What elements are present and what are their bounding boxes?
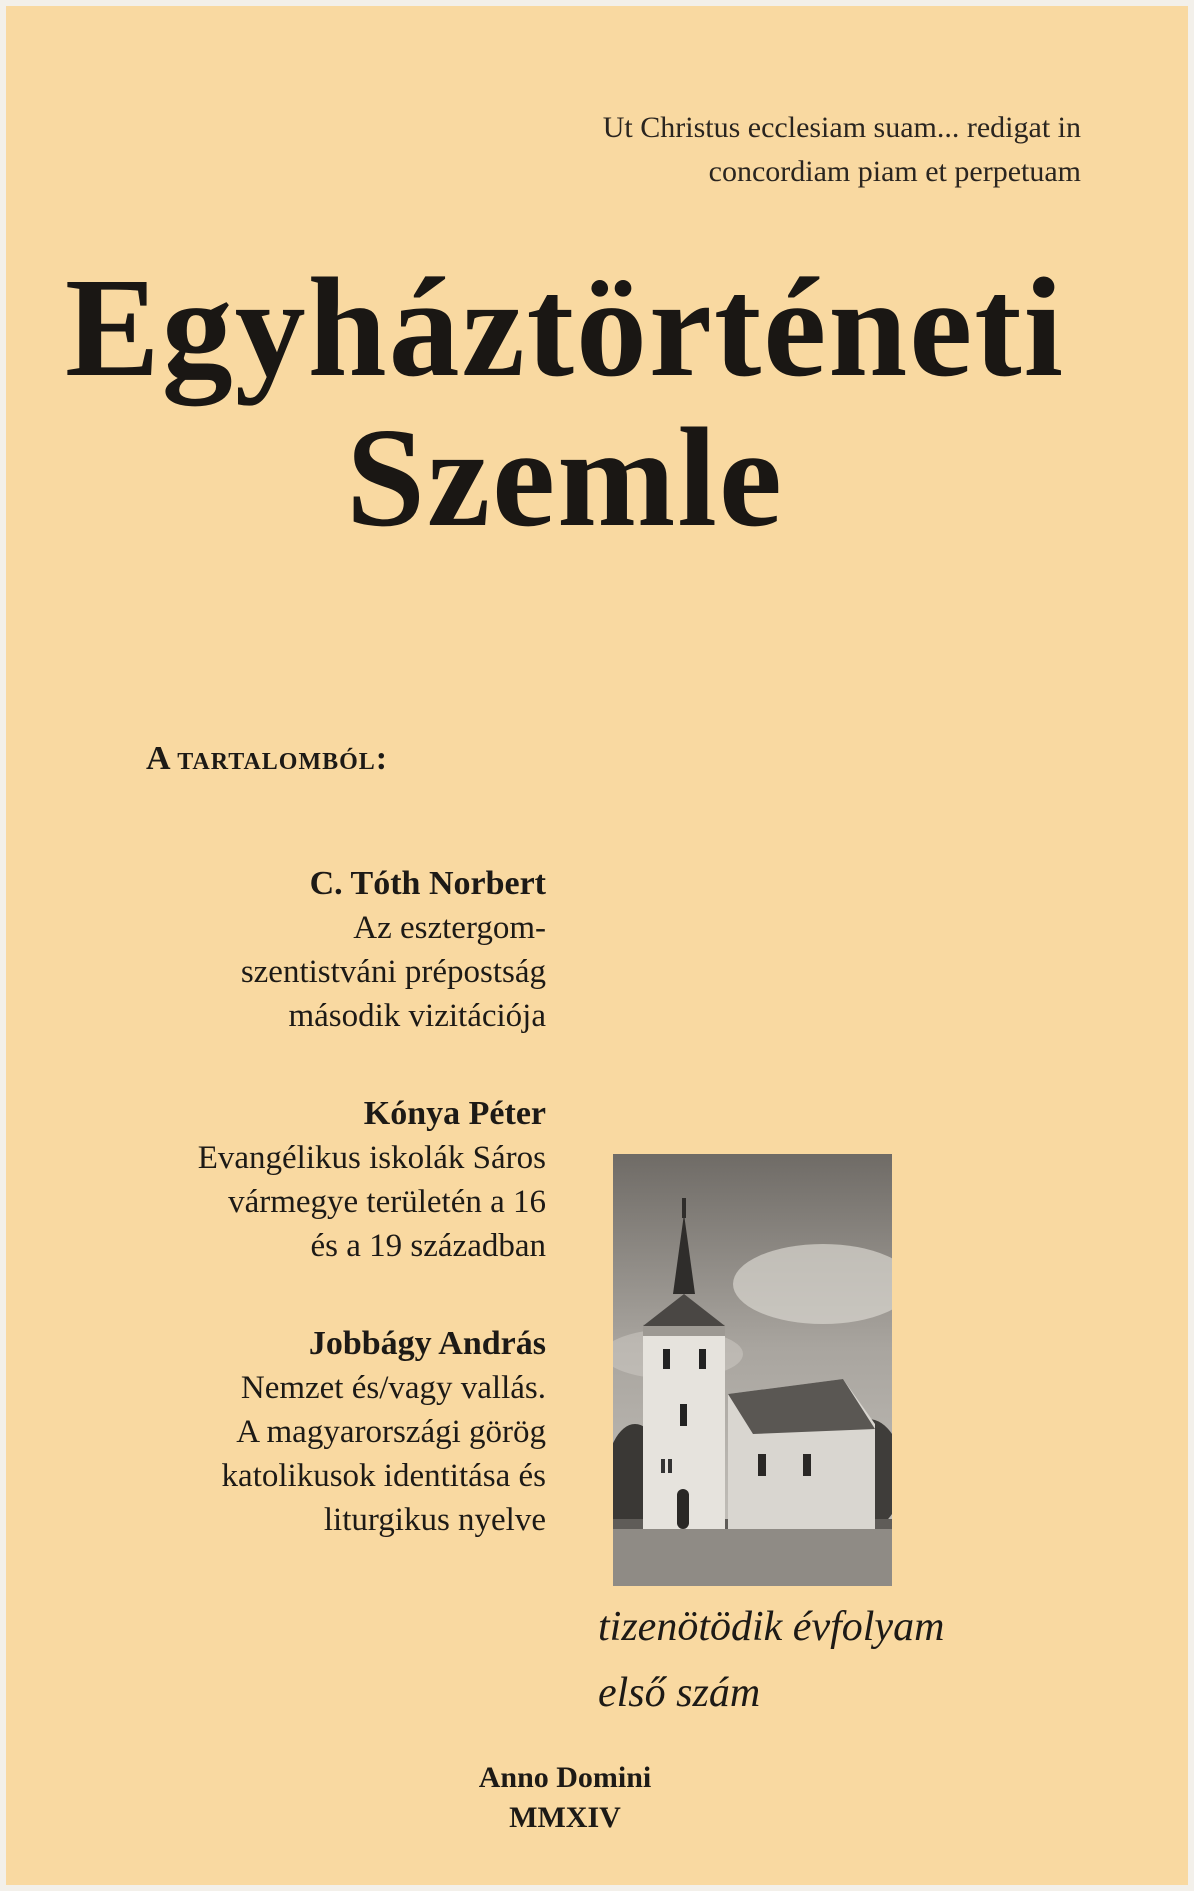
article-title-line: második vizitációja <box>288 998 546 1034</box>
article-author: C. Tóth Norbert <box>309 865 546 902</box>
issue-number: első szám <box>598 1670 761 1716</box>
issue-info <box>598 1594 944 1726</box>
article-title-line: vármegye területén a 16 <box>228 1184 546 1220</box>
article-title-line: Az esztergom- <box>353 910 546 946</box>
motto <box>441 106 1081 194</box>
contents-heading-first: A <box>146 740 178 777</box>
journal-title-line-1: Egyháztörténeti <box>64 248 1066 406</box>
article-title-line: szentistváni prépostság <box>240 954 546 990</box>
motto-line-1: Ut Christus ecclesiam suam... redigat in <box>602 111 1081 144</box>
roman-year: MMXIV <box>509 1801 621 1834</box>
journal-title <box>0 248 1130 556</box>
article-item <box>26 862 546 1038</box>
article-title-line: Evangélikus iskolák Sáros <box>197 1140 546 1176</box>
article-title-line: és a 19 században <box>310 1228 546 1264</box>
article-item <box>26 1092 546 1268</box>
article-list <box>26 862 546 1596</box>
anno-domini: Anno Domini <box>478 1761 652 1794</box>
church-photo <box>613 1154 892 1586</box>
contents-heading-rest: tartalomból: <box>177 740 389 777</box>
publication-year <box>0 1758 1130 1838</box>
article-title-line: katolikusok identitása és <box>221 1458 546 1494</box>
motto-line-2: concordiam piam et perpetuam <box>708 155 1081 188</box>
contents-heading <box>146 740 388 778</box>
article-author: Jobbágy András <box>308 1325 546 1362</box>
issue-volume: tizenötödik évfolyam <box>598 1604 945 1650</box>
article-item <box>26 1322 546 1542</box>
church-illustration <box>613 1154 892 1586</box>
article-author: Kónya Péter <box>363 1095 546 1132</box>
journal-title-line-2: Szemle <box>346 398 784 556</box>
article-title-line: Nemzet és/vagy vallás. <box>240 1370 546 1406</box>
article-title-line: A magyarországi görög <box>236 1414 546 1450</box>
article-title-line: liturgikus nyelve <box>323 1502 546 1538</box>
